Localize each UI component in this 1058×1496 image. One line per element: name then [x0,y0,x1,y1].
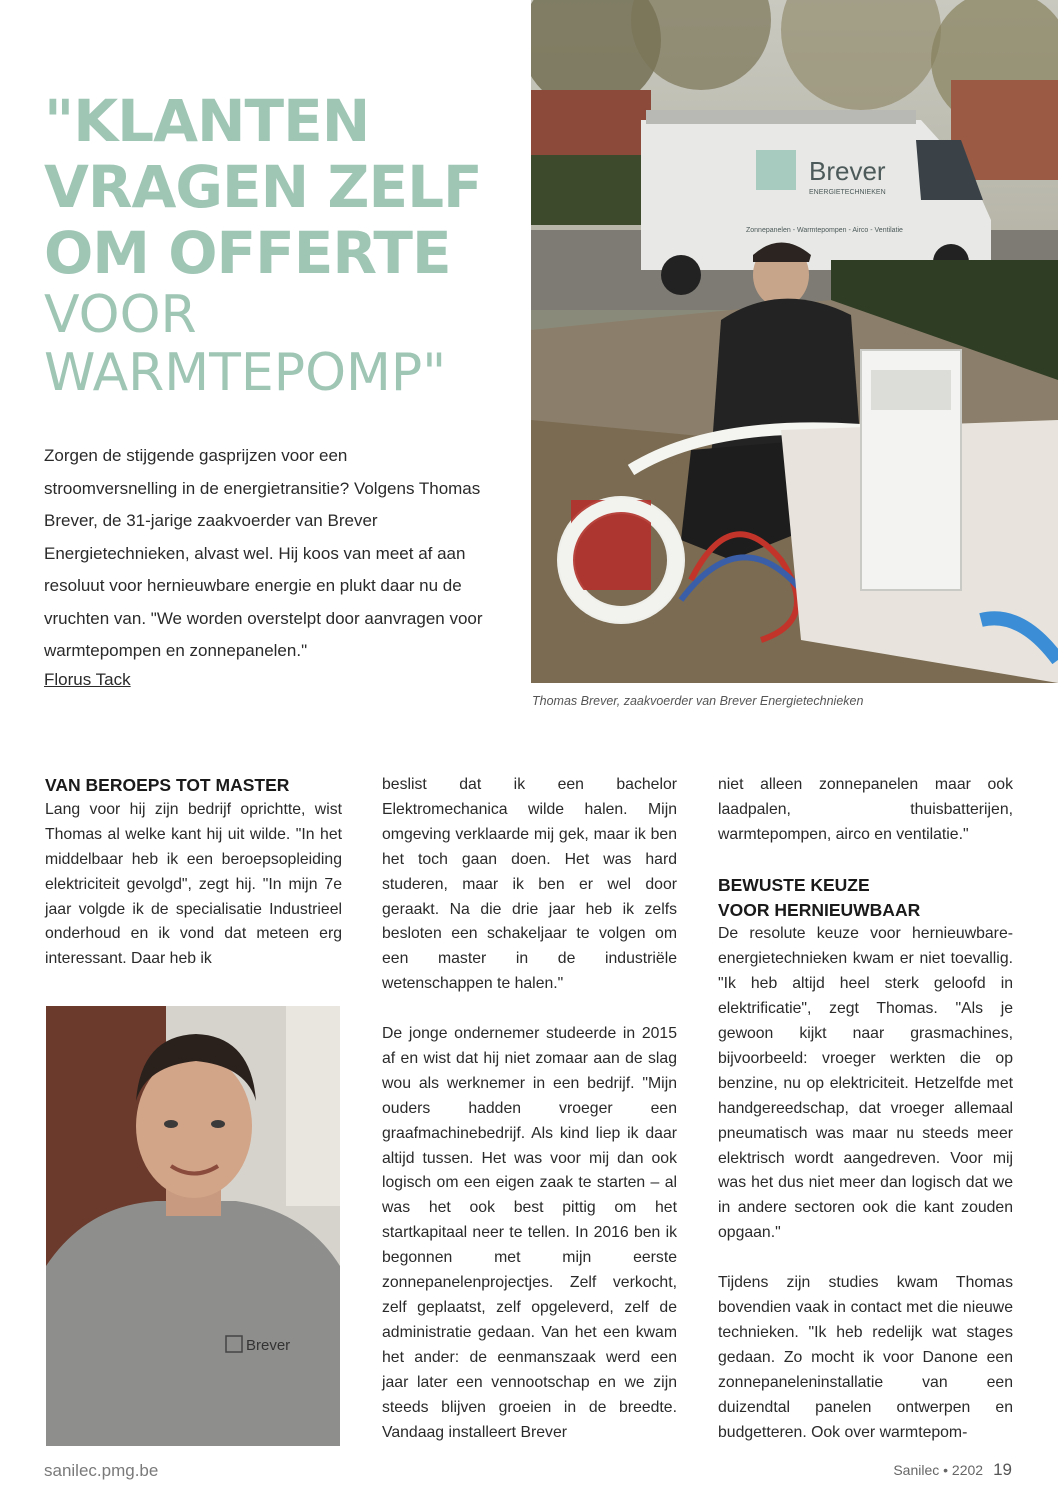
article-paragraph: De jonge ondernemer studeerde in 2015 af en wist dat hij niet zomaar aan de slag wou als werknemer in een bedrijf. "Mijn ouders hadden vroeger een graafmachinebedrijf. Als kind liep ik daar altijd tussen. Het was voor mij dan ook logisch om een eigen zaak te starten – al was het ook best pittig om het startkapitaal neer te tellen. In 2016 ben ik begonnen met mijn eerste zonnepanelenprojectjes. Zelf verkocht, zelf geplaatst, zelf opgeleverd, zelf de administratie gedaan. Van het een kwam het ander: de eenmanszaak werd een jaar later een vennootschap en we zijn steeds blijven groeien in de breedte. Vandaag installeert Brever [382,1025,677,1441]
van-sub-text: ENERGIETECHNIEKEN [809,189,886,196]
magazine-issue: Sanilec • 2202 [893,1462,984,1478]
van-services-text: Zonnepanelen - Warmtepompen - Airco - Ventilatie [746,227,903,234]
article-paragraph: De resolute keuze voor hernieuwbare-energietechnieken kwam er niet toevallig. "Ik heb altijd heel sterk geloofd in elektrificatie", zegt Thomas. "Als je gewoon kijkt naar grasmachines, bijvoorbeeld: vroeger werkten die op benzine, nu op elektriciteit. Hetzelfde met handgereedschap, dat vroeger allemaal pneumatisch was maar nu steeds meer elektrisch wordt aangedreven. Voor mij was het dus niet meer dan logisch dat we in andere sectoren ook die kant zouden opgaan." [718,925,1013,1242]
headline-line: "KLANTEN [44,87,370,155]
page-number: 19 [993,1460,1012,1479]
article-column-3 [718,773,1013,1445]
article-paragraph: niet alleen zonnepanelen maar ook laadpalen, thuisbatterijen, warmtepompen, airco en ventilatie." [718,776,1013,843]
author-link[interactable]: Florus Tack [44,670,131,689]
photo-caption: Thomas Brever, zaakvoerder van Brever Energietechnieken [532,694,864,708]
article-paragraph: Lang voor hij zijn bedrijf oprichtte, wist Thomas al welke kant hij uit wilde. "In het middelbaar heb ik een beroepsopleiding elektriciteit gevolgd", zegt hij. "In mijn 7e jaar volgde ik de specialisatie Industrieel onderhoud en ik vond dat meteen erg interessant. Daar heb ik [45,800,342,968]
article-column-1 [45,773,342,972]
article-paragraph: beslist dat ik een bachelor Elektromechanica wilde halen. Mijn omgeving verklaarde mij gek, maar ik ben het toch gaan doen. Het was hard studeren, maar ik ben er wel door geraakt. Na die drie jaar heb ik zelfs besloten een schakeljaar te volgen om een master in de industriële wetenschappen te halen." [382,776,677,993]
section-heading: VOOR HERNIEUWBAAR [718,899,921,920]
headline [44,88,514,402]
section-heading: BEWUSTE KEUZE [718,874,870,895]
section-heading: VAN BEROEPS TOT MASTER [45,775,290,795]
van-brand-text: Brever [809,156,886,186]
headline-line: OM OFFERTE [44,219,451,287]
footer-website-link[interactable]: sanilec.pmg.be [44,1461,159,1480]
portrait-photo [46,1006,340,1446]
headline-line: VOOR [44,285,197,345]
shirt-logo-text: Brever [246,1337,291,1354]
article-paragraph: Tijdens zijn studies kwam Thomas bovendien vaak in contact met die nieuwe technieken. "Ik heb redelijk wat stages gedaan. Zo mocht ik voor Danone een zonnepaneleninstallatie van een duizendtal panelen ontwerpen en budgetteren. Ook over warmtepom- [718,1274,1013,1441]
hero-photo [531,0,1058,683]
headline-line: WARMTEPOMP" [44,343,447,403]
headline-line: VRAGEN ZELF [44,153,482,221]
intro-paragraph: Zorgen de stijgende gasprijzen voor een stroomversnelling in de energietransitie? Volgens Thomas Brever, de 31-jarige zaakvoerder van Brever Energietechnieken, alvast wel. Hij koos van meet af aan resoluut voor hernieuwbare energie en plukt daar nu de vruchten van. "We worden overstelpt door aanvragen voor warmtepompen en zonnepanelen." [44,446,483,660]
footer-page-info [893,1460,1012,1480]
article-column-2 [382,773,677,1445]
